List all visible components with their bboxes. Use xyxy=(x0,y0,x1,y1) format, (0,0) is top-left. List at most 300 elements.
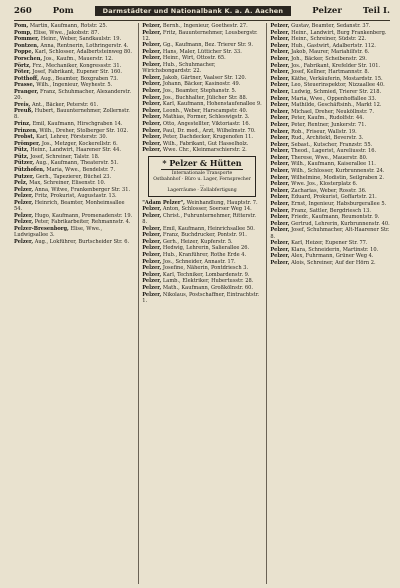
directory-entry xyxy=(142,226,262,232)
entry-name: Pelzer, xyxy=(270,75,290,82)
directory-entry xyxy=(14,160,134,166)
directory-entry xyxy=(270,102,390,108)
entry-details: Wilh., Fabrikant, Gut Hasselholz. xyxy=(162,140,249,147)
entry-details: Jos., Buchhalter, Jülicher Str. 88. xyxy=(162,94,248,101)
ad-line-2: Ostbahnhof · Büro u. Lager, Fernsprecher ... xyxy=(153,176,251,188)
entry-name: Prömper, xyxy=(14,140,41,147)
entry-details: Gertrud, Lehrerin, Kurbrunnenstr. 40. xyxy=(291,220,390,227)
directory-entry xyxy=(142,134,262,140)
entry-name: Pelzer, xyxy=(270,174,290,181)
entry-name: "Adam Pelzer", xyxy=(142,199,185,206)
entry-details: Elise, Wwe., Jakobstr. 87. xyxy=(33,29,100,36)
entry-name: Pelzer, xyxy=(270,168,290,175)
entry-name: Pelzer, xyxy=(142,94,162,101)
entry-details: Wilhelmine, Modistin, Seilgraben 2. xyxy=(291,174,384,181)
directory-entry xyxy=(270,168,390,174)
entry-name: Pelzer, xyxy=(270,181,290,188)
entry-name: Pommer, xyxy=(14,36,40,43)
directory-entry xyxy=(14,43,134,49)
directory-entry xyxy=(14,219,134,225)
directory-entry xyxy=(14,200,134,212)
directory-entry xyxy=(142,285,262,291)
column-1 xyxy=(14,23,134,584)
column-3 xyxy=(270,23,390,584)
entry-details: Martin, Kaufmann, Rotstr. 25. xyxy=(29,23,108,29)
entry-details: Peter, Rentner, Junkerstr. 71. xyxy=(291,121,367,128)
entry-name: Prinzen, xyxy=(14,127,38,134)
directory-entry xyxy=(14,134,134,140)
entry-name: Pelzer, xyxy=(270,207,290,214)
entry-details: Maria, Wwe., Oppenhoffallee 33. xyxy=(291,95,377,102)
entry-name: Pelzer, xyxy=(142,291,162,298)
entry-details: Leonh., Weber, Harscampstr. 40. xyxy=(162,107,248,114)
entry-details: Fritz, Prokurist, Augustastr. 13. xyxy=(34,193,117,200)
entry-details: Josef, Schreiner, Talstr. 18. xyxy=(30,153,100,160)
entry-details: Emil, Kaufmann, Hirschgraben 14. xyxy=(32,120,123,127)
entry-details: Jos., Kaufm., Mauerstr. 12. xyxy=(43,55,113,62)
entry-details: Heinr., Wirt, Ottostr. 65. xyxy=(162,55,226,62)
directory-entry xyxy=(142,265,262,271)
entry-name: Pomp, xyxy=(14,29,32,36)
entry-name: Pom, xyxy=(14,23,29,29)
entry-details: Franz, Buchdrucker, Pontstr. 91. xyxy=(162,232,247,239)
entry-name: Pelzer, xyxy=(142,147,162,154)
directory-entry xyxy=(142,213,262,225)
entry-name: Porschen, xyxy=(14,55,43,62)
directory-entry xyxy=(14,141,134,147)
directory-entry xyxy=(142,88,262,94)
entry-details: Alois, Schreiner, Auf der Hörn 2. xyxy=(291,259,376,266)
entry-details: Wwe. Chr., Kleinmarschierstr. 2. xyxy=(162,147,247,154)
entry-details: Josefine, Näherin, Pontdriesch 3. xyxy=(162,265,249,272)
entry-name: Pelzer, xyxy=(142,140,162,147)
directory-entry xyxy=(14,180,134,186)
entry-details: Mathias, Former, Schleswigstr. 3. xyxy=(162,114,250,121)
directory-entry xyxy=(14,82,134,88)
entry-name: Pelzer, xyxy=(270,246,290,253)
directory-entry xyxy=(142,259,262,265)
directory-entry xyxy=(270,82,390,88)
ad-line-1: Internationale Transporte xyxy=(171,171,233,177)
entry-details: Heinr., Landwirt, Burg Frankenberg. xyxy=(291,29,387,36)
directory-entry xyxy=(270,208,390,214)
entry-details: Josef, Kellner, Hartmannstr. 8. xyxy=(291,69,370,76)
directory-entry xyxy=(142,75,262,81)
directory-entry xyxy=(270,221,390,227)
entry-name: Pelzer, xyxy=(270,49,290,56)
directory-entry xyxy=(142,108,262,114)
entry-details: Karl, Techniker, Lombardenstr. 9. xyxy=(162,271,250,278)
directory-entry xyxy=(270,175,390,181)
entry-name: Pelzer, xyxy=(270,220,290,227)
entry-name: Pelzer, xyxy=(142,29,162,36)
entry-details: Karl, Kaufmann, Hohenstaufenallee 9. xyxy=(162,101,262,108)
entry-details: Joh., Bäcker, Scheibenstr. 29. xyxy=(291,55,367,62)
entry-details: Frz., Mechaniker, Kongressstr. 31. xyxy=(32,62,122,69)
page-header xyxy=(14,3,390,19)
directory-entry xyxy=(14,239,134,245)
directory-entry xyxy=(14,193,134,199)
entry-details: Wilh., Kaufmann, Kaiserallee 11. xyxy=(291,161,376,168)
entry-name: Pelzer-Bresenborg, xyxy=(14,225,69,232)
entry-details: Paul, Dr. med., Arzt, Wilhelmstr. 70. xyxy=(162,127,256,134)
directory-entry xyxy=(142,30,262,42)
directory-entry xyxy=(270,129,390,135)
entry-details: Michael, Dreher, Neuköllnstr. 7. xyxy=(291,108,375,115)
directory-entry xyxy=(142,141,262,147)
entry-details: Franz, Schuhmacher, Alexanderstr. 20. xyxy=(14,88,131,102)
directory-entry xyxy=(270,56,390,62)
header-left-word: Pom xyxy=(52,6,74,16)
entry-details: Maria, Wwe., Bendelstr. 7. xyxy=(46,167,116,174)
entry-details: Karl, Lehrer, Försterstr. 30. xyxy=(36,134,108,141)
directory-entry xyxy=(270,43,390,49)
entry-name: Pelzer, xyxy=(14,193,34,200)
entry-details: Therese, Wwe., Mauerstr. 80. xyxy=(291,154,368,161)
entry-name: Pelzer, xyxy=(270,42,290,49)
entry-details: Heinr., Landwirt, Haarener Str. 44. xyxy=(30,147,122,154)
entry-name: Pelzer, xyxy=(14,212,34,219)
entry-details: Aug., Beamter, Boxgraben 73. xyxy=(40,75,119,82)
entry-name: Pelzer, xyxy=(142,107,162,114)
entry-name: Pelzer, xyxy=(270,259,290,266)
entry-name: Pranger, xyxy=(14,88,39,95)
entry-name: Pelzer, xyxy=(14,238,34,245)
directory-entry xyxy=(142,252,262,258)
directory-entry xyxy=(142,239,262,245)
entry-name: Pelzer, xyxy=(270,154,290,161)
entry-name: Pelzer, xyxy=(270,62,290,69)
entry-details: Friedr., Kaufmann, Reumontstr. 9. xyxy=(291,214,380,221)
directory-entry xyxy=(142,278,262,284)
entry-details: Jos., Schneider, Annastr. 17. xyxy=(162,258,236,265)
column-2-lower xyxy=(142,200,262,304)
entry-name: Pützhofen, xyxy=(14,167,45,174)
entry-name: Pelzer, xyxy=(142,278,162,285)
directory-entry xyxy=(14,89,134,101)
directory-entry xyxy=(14,36,134,42)
directory-entry xyxy=(14,128,134,134)
entry-details: Rob., Friseur, Wallstr. 19. xyxy=(291,128,357,135)
entry-name: Pelzer, xyxy=(270,187,290,194)
directory-entry xyxy=(14,76,134,82)
entry-name: Pelzer, xyxy=(142,62,162,69)
entry-name: Pelzer, xyxy=(142,81,162,88)
directory-entry xyxy=(142,23,262,29)
directory-entry xyxy=(142,49,262,55)
entry-details: Alex, Fuhrmann, Grüner Weg 4. xyxy=(291,253,374,260)
directory-entry xyxy=(270,194,390,200)
entry-details: Anna, Witwe, Frankenberger Str. 31. xyxy=(34,186,131,193)
entry-details: Aug., Lokführer, Burtscheider Str. 6. xyxy=(34,238,130,245)
directory-entry xyxy=(270,142,390,148)
bank-banner: Darmstädter und Nationalbank K. a. A. Aachen xyxy=(95,6,292,16)
entry-name: Potthoff, xyxy=(14,75,39,82)
header-right-word: Teil I. xyxy=(362,6,390,16)
entry-details: Josef, Fabrikant, Eupener Str. 160. xyxy=(32,69,122,76)
entry-name: Pelzer, xyxy=(142,232,162,239)
directory-entry xyxy=(270,181,390,187)
entry-details: Max, Schreiner, Elisenstr. 10. xyxy=(29,180,106,187)
entry-details: Karl, Heizer, Eupener Str. 77. xyxy=(291,240,368,247)
entry-details: Jos., Metzger, Kockerellstr. 6. xyxy=(41,140,118,147)
entry-name: Pelzer, xyxy=(270,148,290,155)
entry-name: Pelzer, xyxy=(142,87,162,94)
directory-entry xyxy=(270,260,390,266)
entry-name: Pelz, xyxy=(14,180,28,187)
directory-entry xyxy=(270,96,390,102)
entry-details: Hubert, Bauunternehmer, Zollernstr. 8. xyxy=(14,108,130,121)
directory-entry xyxy=(14,49,134,55)
entry-details: Gerh., Heizer, Kupferstr. 5. xyxy=(162,238,233,245)
entry-name: Pelzer, xyxy=(270,36,290,43)
entry-name: Pelzer, xyxy=(142,74,162,81)
entry-details: Wilh., Dreher, Stolberger Str. 102. xyxy=(39,127,129,134)
entry-name: Pelzer, xyxy=(142,238,162,245)
entry-name: Pelzer, xyxy=(270,135,290,142)
directory-entry xyxy=(270,247,390,253)
entry-details: Hub., Schuhmacher, Wirichsbongardstr. 22. xyxy=(142,62,216,75)
entry-details: Johann, Bäcker, Kasinostr. 49. xyxy=(162,81,241,88)
entry-name: Pelzer, xyxy=(142,206,162,213)
directory-entry xyxy=(14,56,134,62)
entry-details: Jos., Fabrikant, Krefelder Str. 101. xyxy=(291,62,381,69)
entry-name: Pelzer, xyxy=(270,240,290,247)
entry-details: Theod., Lagerist, Aureliusstr. 16. xyxy=(291,148,377,155)
directory-entry xyxy=(270,148,390,154)
entry-details: Jakob, Maurer, Mariahilfstr. 6. xyxy=(291,49,370,56)
entry-details: Lamb., Elektriker, Hubertusstr. 28. xyxy=(162,278,254,285)
entry-details: Gustav, Beamter, Sedanstr. 37. xyxy=(291,23,371,29)
directory-entry xyxy=(14,63,134,69)
directory-entry xyxy=(142,128,262,134)
directory-entry xyxy=(270,109,390,115)
directory-entry xyxy=(270,63,390,69)
directory-entry xyxy=(14,213,134,219)
entry-name: Pelzer, xyxy=(270,161,290,168)
column-divider xyxy=(266,23,267,584)
entry-details: Ant., Bäcker, Peterstr. 61. xyxy=(31,101,99,108)
entry-details: Sebast., Kutscher, Franzstr. 55. xyxy=(291,141,373,148)
entry-name: Preuß, xyxy=(14,108,34,115)
entry-details: Wwe. Jos., Klosterplatz 6. xyxy=(291,181,358,188)
directory-entry xyxy=(14,108,134,120)
entry-details: Leo, Steuerinspektor, Nizzaallee 40. xyxy=(291,82,385,89)
entry-details: Wilh., Ingenieur, Weyhestr. 5. xyxy=(36,82,113,89)
entry-details: Jakob, Gärtner, Vaalser Str. 120. xyxy=(162,74,247,81)
directory-entry xyxy=(14,167,134,173)
entry-name: Pelzer, xyxy=(142,245,162,252)
entry-name: Pelzer, xyxy=(142,42,162,49)
entry-details: Hub., Gastwirt, Adalbertstr. 112. xyxy=(291,42,376,49)
entry-details: Käthe, Verkäuferin, Mostardstr. 15. xyxy=(291,75,383,82)
directory-entry xyxy=(142,101,262,107)
directory-entry xyxy=(270,214,390,220)
entry-name: Probst, xyxy=(14,134,35,141)
entry-details: Otto, Angestellter, Viktoriastr. 16. xyxy=(162,120,251,127)
entry-details: Anna, Rentnerin, Lothringerstr. 4. xyxy=(40,42,129,49)
directory-entry xyxy=(270,36,390,42)
directory-entry xyxy=(14,69,134,75)
directory-entry xyxy=(142,292,262,304)
entry-details: Josef, Schuhmacher, Alt-Haarener Str. 8. xyxy=(270,227,390,240)
entry-name: Pelzer, xyxy=(270,69,290,76)
directory-entry xyxy=(142,114,262,120)
entry-details: Mathilde, Geschäftsinh., Markt 12. xyxy=(291,102,382,109)
directory-entry xyxy=(14,23,134,29)
entry-name: Pelzer, xyxy=(270,201,290,208)
advertisement-box xyxy=(148,156,256,196)
entry-name: Pelzer, xyxy=(270,82,290,89)
entry-name: Pelzer, xyxy=(142,284,162,291)
entry-details: Hugo, Kaufmann, Promenadenstr. 19. xyxy=(34,212,133,219)
directory-entry xyxy=(142,95,262,101)
entry-name: Pelzer, xyxy=(142,212,162,219)
entry-details: Math., Kaufmann, Großkölnstr. 60. xyxy=(162,284,253,291)
entry-details: Ludwig, Schmied, Trierer Str. 218. xyxy=(291,88,382,95)
entry-name: Pelzer, xyxy=(270,88,290,95)
entry-details: Klara, Schneiderin, Martinstr. 10. xyxy=(291,246,379,253)
entry-name: Pelzer, xyxy=(142,55,162,62)
entry-name: Pelzer, xyxy=(270,253,290,260)
directory-entry xyxy=(142,81,262,87)
entry-details: Ernst, Ingenieur, Habsburgerallee 5. xyxy=(291,201,387,208)
entry-name: Pöter, xyxy=(14,69,31,76)
header-center-word: Pelzer xyxy=(312,6,342,16)
entry-details: Christ., Fuhrunternehmer, Ritterstr. 8. xyxy=(142,212,256,226)
entry-name: Pelzer, xyxy=(142,114,162,121)
entry-details: Gg., Kaufmann, Bez. Trierer Str. 9. xyxy=(162,42,253,49)
directory-entry xyxy=(270,76,390,82)
directory-entry xyxy=(270,49,390,55)
entry-name: Pelzer, xyxy=(270,214,290,221)
directory-entry xyxy=(142,200,262,206)
entry-name: Pelzer, xyxy=(142,252,162,258)
entry-details: Wilh., Schlosser, Kurbrunnenstr. 24. xyxy=(291,168,385,175)
directory-entry xyxy=(14,187,134,193)
entry-details: Jos., Beamter, Stephanstr. 5. xyxy=(162,87,237,94)
directory-entry xyxy=(142,121,262,127)
directory-entry xyxy=(270,253,390,259)
directory-columns xyxy=(14,23,390,584)
entry-details: Emil, Kaufmann, Heinrichsallee 50. xyxy=(162,225,255,232)
directory-entry xyxy=(14,121,134,127)
directory-entry xyxy=(270,115,390,121)
entry-details: Elise, Wwe., Ludwigsallee 3. xyxy=(14,225,103,238)
directory-entry xyxy=(270,240,390,246)
entry-name: Pelzer, xyxy=(14,219,34,226)
entry-name: Pelzer, xyxy=(270,128,290,135)
directory-entry xyxy=(270,201,390,207)
entry-details: Heinr., Weber, Sandkaulstr. 19. xyxy=(40,36,122,43)
header-rule xyxy=(14,20,390,21)
directory-entry xyxy=(142,272,262,278)
directory-entry xyxy=(270,155,390,161)
entry-name: Pelzer, xyxy=(270,102,290,109)
directory-entry xyxy=(270,89,390,95)
entry-name: Pelzer, xyxy=(142,258,162,265)
entry-details: Bernh., Ingenieur, Goethestr. 27. xyxy=(162,23,248,29)
entry-name: Pelzer, xyxy=(270,95,290,102)
directory-entry xyxy=(142,55,262,61)
directory-entry xyxy=(142,42,262,48)
entry-name: Preis, xyxy=(14,101,31,108)
entry-name: Pelzer, xyxy=(270,29,290,36)
directory-entry xyxy=(270,69,390,75)
entry-name: Prinz, xyxy=(14,120,31,127)
entry-name: Pelzer, xyxy=(270,227,290,234)
entry-details: Hub., Kranführer, Rothe Erde 4. xyxy=(162,252,247,258)
column-2 xyxy=(142,23,262,584)
directory-entry xyxy=(14,30,134,36)
directory-entry xyxy=(270,122,390,128)
entry-name: Pelzer, xyxy=(270,55,290,62)
entry-name: Pelzer, xyxy=(270,108,290,115)
directory-entry xyxy=(270,161,390,167)
entry-name: Pütz, xyxy=(14,153,29,160)
directory-entry xyxy=(270,23,390,29)
entry-details: Nikolaus, Postschaffner, Eintrachtstr. 1. xyxy=(142,291,260,304)
page-number: 260 xyxy=(14,6,32,16)
entry-details: Peter, Dachdecker, Krugenofen 11. xyxy=(162,134,253,141)
directory-entry xyxy=(142,147,262,153)
entry-details: Franz, Sattler, Bergdriesch 13. xyxy=(291,207,371,214)
entry-details: Peter, Fabrikarbeiter, Rehmannstr. 4. xyxy=(34,219,131,226)
column-2-upper xyxy=(142,23,262,153)
directory-entry xyxy=(142,245,262,251)
entry-details: Rud., Architekt, Beverstr. 3. xyxy=(291,135,364,142)
entry-name: Pützer, xyxy=(14,160,35,167)
entry-name: Prasse, xyxy=(14,82,35,89)
entry-name: Pelzer, xyxy=(270,141,290,148)
directory-entry xyxy=(270,188,390,194)
entry-name: Pelzer, xyxy=(14,200,34,207)
entry-details: Hedwig, Lehrerin, Salierallee 26. xyxy=(162,245,250,252)
entry-name: Pütz, xyxy=(14,147,29,154)
directory-entry xyxy=(270,227,390,239)
directory-entry xyxy=(142,62,262,74)
entry-name: Pelzer, xyxy=(270,115,290,122)
entry-details: Gerh., Tapezierer, Büchel 23. xyxy=(35,173,112,180)
entry-details: Weinhandlung, Hauptstr. 7. xyxy=(186,199,258,206)
entry-name: Pelzer, xyxy=(142,265,162,272)
entry-name: Pontzen, xyxy=(14,42,39,49)
entry-name: Pelzer, xyxy=(270,23,290,29)
entry-name: Pelzer, xyxy=(142,48,162,55)
entry-name: Pelzer, xyxy=(142,271,162,278)
entry-details: Zacharias, Weber, Rosstr. 36. xyxy=(291,187,367,194)
entry-details: Aug., Kaufmann, Theaterstr. 51. xyxy=(35,160,119,167)
entry-details: Karl, Schlosser, Adalbertsteinweg 80. xyxy=(34,49,132,56)
directory-entry xyxy=(14,102,134,108)
entry-name: Pelzer, xyxy=(142,134,162,141)
directory-entry xyxy=(270,30,390,36)
directory-entry xyxy=(142,206,262,212)
entry-details: Heinr., Schreiner, Südstr. 22. xyxy=(291,36,367,43)
entry-name: Putzer, xyxy=(14,173,35,180)
entry-name: Pelzer, xyxy=(270,194,290,201)
entry-details: Anton, Schlosser, Soerser Weg 14. xyxy=(162,206,252,213)
entry-name: Pelzer, xyxy=(142,127,162,134)
entry-name: Poppe, xyxy=(14,49,34,56)
entry-name: Pelzer, xyxy=(142,120,162,127)
entry-details: Eduard, Prokurist, Goffartstr. 21. xyxy=(291,194,377,201)
entry-details: Hans, Maler, Lütticher Str. 33. xyxy=(162,48,242,55)
ad-title: * Pelzer & Hütten xyxy=(162,158,242,169)
entry-name: Pelzer, xyxy=(142,101,162,108)
ad-line-3: Lagerräume · Zollabfertigung xyxy=(167,188,237,194)
directory-entry xyxy=(14,147,134,153)
